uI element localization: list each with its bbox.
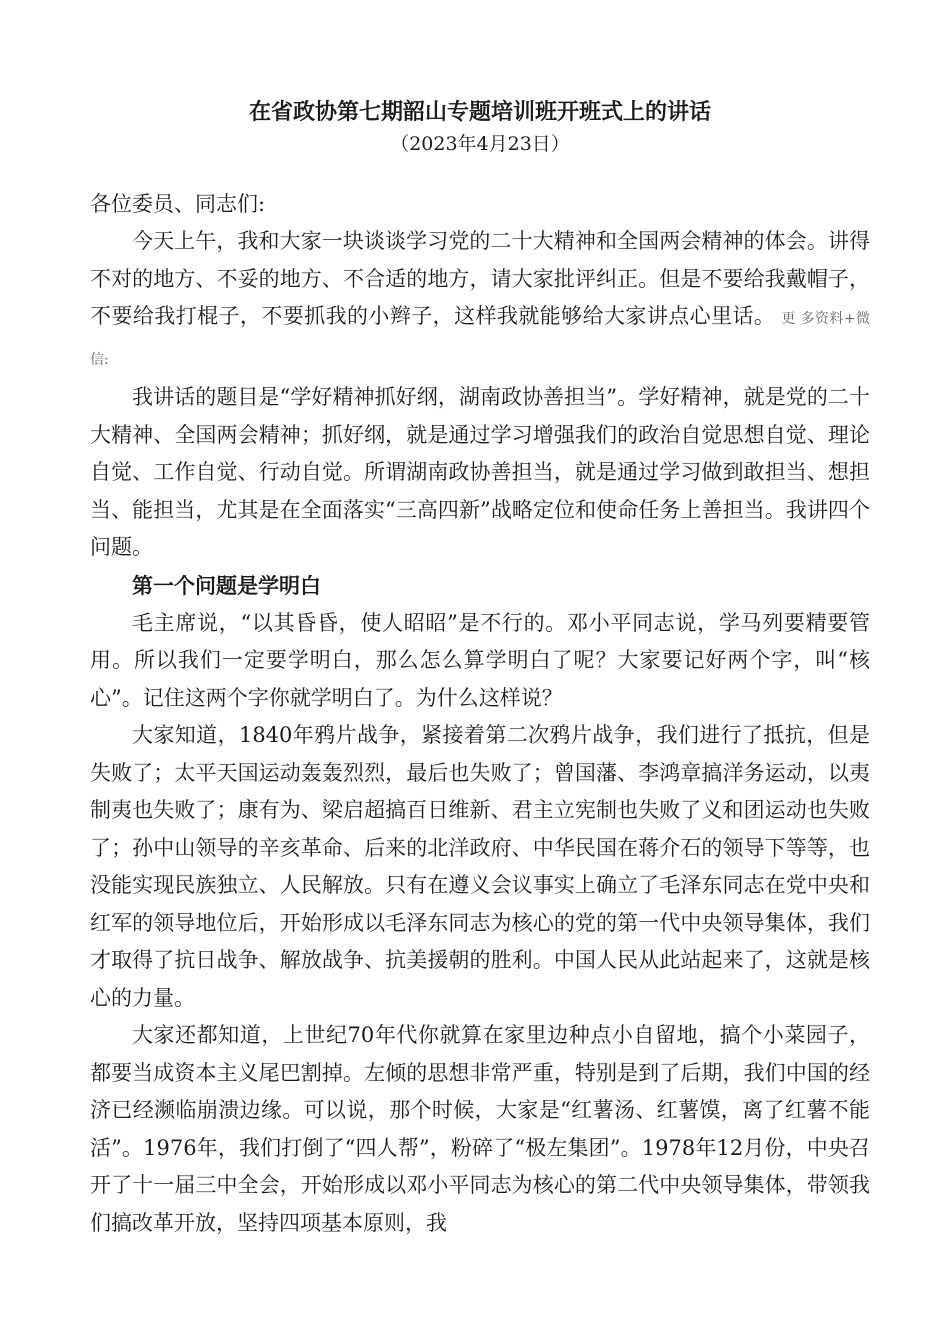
paragraph-intro-text: 今天上午，我和大家一块谈谈学习党的二十大精神和全国两会精神的体会。讲得不对的地方、不妥的地方、不合适的地方，请大家批评纠正。但是不要给我戴帽子，不要给我打棍子，不要抓我的小辫子，这样我就能够给大家讲点心里话。 bbox=[90, 229, 870, 328]
document-date: （2023年4月23日） bbox=[390, 133, 570, 155]
document-page bbox=[90, 95, 870, 1242]
document-title: 在省政协第七期韶山专题培训班开班式上的讲话 bbox=[248, 99, 711, 125]
paragraph-section-1: 毛主席说，“以其昏昏，使人昭昭”是不行的。邓小平同志说，学马列要精要管用。所以我们一定要学明白，那么怎么算学明白了呢？大家要记好两个字，叫“核心”。记住这两个字你就学明白了。为什么这样说？ bbox=[90, 610, 870, 710]
section-heading: 第一个问题是学明白 bbox=[132, 572, 321, 598]
paragraph-intro bbox=[90, 223, 870, 379]
paragraph-section-3: 大家还都知道，上世纪70年代你就算在家里边种点小自留地，搞个小菜园子，都要当成资本主义尾巴割掉。左倾的思想非常严重，特别是到了后期，我们中国的经济已经濒临崩溃边缘。可以说，那个时候，大家是“红薯汤、红薯馍，离了红薯不能活”。1976年，我们打倒了“四人帮”，粉碎了“极左集团”。1978年12月份，中央召开了十一届三中全会，开始形成以邓小平同志为核心的第二代中央领导集体，带领我们搞改革开放，坚持四项基本原则，我 bbox=[90, 1023, 870, 1235]
footnote-watermark-text: 更 多资料+微信: bbox=[90, 311, 870, 368]
salutation: 各位委员、同志们: bbox=[90, 192, 266, 216]
paragraph-section-2: 大家知道，1840年鸦片战争，紧接着第二次鸦片战争，我们进行了抵抗，但是失败了；太平天国运动轰轰烈烈，最后也失败了；曾国藩、李鸿章搞洋务运动，以夷制夷也失败了；康有为、梁启超搞百日维新、君主立宪制也失败了义和团运动也失败了；孙中山领导的辛亥革命、后来的北洋政府、中华民国在蒋介石的领导下等等，也没能实现民族独立、人民解放。只有在遵义会议事实上确立了毛泽东同志在党中央和红军的领导地位后，开始形成以毛泽东同志为核心的党的第一代中央领导集体，我们才取得了抗日战争、解放战争、抗美援朝的胜利。中国人民从此站起来了，这就是核心的力量。 bbox=[90, 723, 870, 1010]
paragraph-topic: 我讲话的题目是“学好精神抓好纲，湖南政协善担当”。学好精神，就是党的二十大精神、全国两会精神；抓好纲，就是通过学习增强我们的政治自觉思想自觉、理论自觉、工作自觉、行动自觉。所谓湖南政协善担当，就是通过学习做到敢担当、想担当、能担当，尤其是在全面落实“三高四新”战略定位和使命任务上善担当。我讲四个问题。 bbox=[90, 385, 870, 559]
